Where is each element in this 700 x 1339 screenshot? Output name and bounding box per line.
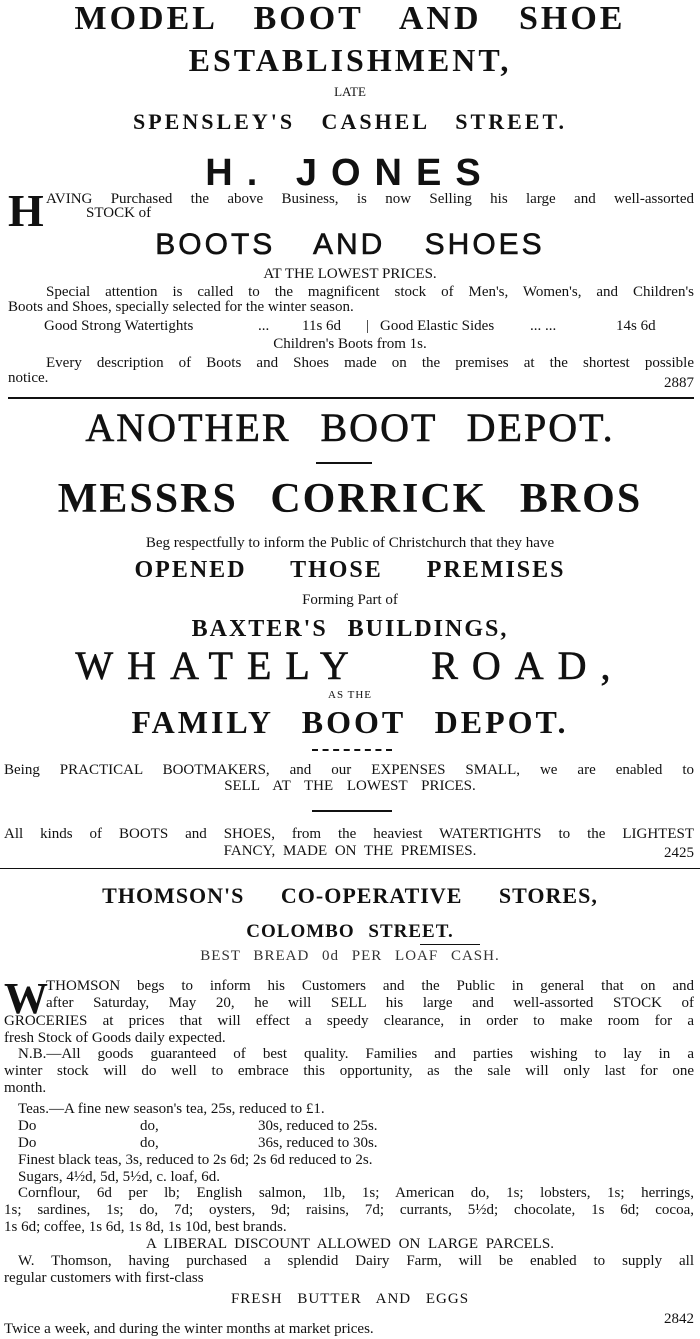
ad1-every-line1: Every description of Boots and Shoes made on the premises at the shortest possible bbox=[46, 355, 694, 371]
ad2-road: WHATELY ROAD, bbox=[75, 644, 625, 688]
ad1-childrens: Children's Boots from 1s. bbox=[273, 336, 427, 352]
short-rule-2 bbox=[312, 810, 392, 812]
ad1-late: LATE bbox=[334, 84, 366, 99]
ad3-cornflour-line1: Cornflour, 6d per lb; English salmon, 1lb, 1s; American do, 1s; lobsters, 1s; herrings, bbox=[18, 1185, 694, 1201]
ad1-heading1: MODEL BOOT AND SHOE bbox=[74, 0, 626, 37]
ad3-nb-line2: winter stock will do well to embrace this opportunity, as the sale will only last for one bbox=[4, 1063, 694, 1079]
ad3-sugars: Sugars, 4½d, 5d, 5½d, c. loaf, 6d. bbox=[18, 1169, 221, 1185]
ad3-do1-c: 30s, reduced to 25s. bbox=[258, 1118, 378, 1134]
ad1-item2: Good Elastic Sides bbox=[380, 318, 495, 334]
ad3-do2-a: Do bbox=[18, 1135, 37, 1151]
ad2-family: FAMILY BOOT DEPOT. bbox=[131, 704, 569, 740]
divider-rule bbox=[8, 397, 694, 399]
ad3-teas: Teas.—A fine new season's tea, 25s, reduced to £1. bbox=[18, 1101, 325, 1117]
ad2-firm: MESSRS CORRICK BROS bbox=[57, 476, 643, 522]
ad2-being-line2: SELL AT THE LOWEST PRICES. bbox=[224, 778, 476, 794]
ad1-intro-line1: AVING Purchased the above Business, is now Selling his large and well-assorted bbox=[46, 191, 694, 207]
ad3-do1-a: Do bbox=[18, 1118, 37, 1134]
ad3-ref: 2842 bbox=[664, 1311, 694, 1327]
ad1-goods: BOOTS AND SHOES bbox=[155, 228, 545, 261]
ad3-twice: Twice a week, and during the winter months at market prices. bbox=[4, 1321, 374, 1337]
ad3-do2-b: do, bbox=[140, 1135, 159, 1151]
ad3-best-bread: BEST BREAD 0d PER LOAF CASH. bbox=[200, 948, 500, 964]
divider-rule-2 bbox=[0, 868, 700, 869]
ad3-street: COLOMBO STREET. bbox=[246, 921, 454, 942]
ad1-item2-price: 14s 6d bbox=[616, 318, 656, 334]
short-rule bbox=[316, 462, 372, 464]
ad3-discount: A LIBERAL DISCOUNT ALLOWED ON LARGE PARCELS. bbox=[145, 1236, 555, 1252]
ad1-proprietor: H. JONES bbox=[205, 152, 495, 194]
ad3-para1-line1: THOMSON begs to inform his Customers and the Public in general that on and bbox=[46, 978, 694, 994]
ad3-do1-b: do, bbox=[140, 1118, 159, 1134]
ad1-price-divider: | bbox=[366, 318, 370, 334]
ad1-attention-line1: Special attention is called to the magnificent stock of Men's, Women's, and Children's bbox=[46, 284, 694, 300]
ad1-item1-price: 11s 6d bbox=[302, 318, 342, 334]
ad2-buildings: BAXTER'S BUILDINGS, bbox=[191, 616, 509, 642]
ad2-heading: ANOTHER BOOT DEPOT. bbox=[85, 405, 615, 450]
short-rule-3 bbox=[420, 944, 480, 945]
ad3-black-teas: Finest black teas, 3s, reduced to 2s 6d; 2s 6d reduced to 2s. bbox=[18, 1152, 373, 1168]
ad2-all-line2: FANCY, MADE ON THE PREMISES. bbox=[223, 843, 477, 859]
ad1-item2-dots: ... ... bbox=[530, 318, 557, 334]
ad1-dropcap: H bbox=[8, 185, 44, 236]
ad1-every-line2: notice. bbox=[8, 370, 49, 386]
ad3-para1-line4: fresh Stock of Goods daily expected. bbox=[4, 1030, 226, 1046]
ad1-heading2: ESTABLISHMENT, bbox=[188, 42, 512, 78]
ad2-being-line1: Being PRACTICAL BOOTMAKERS, and our EXPENSES SMALL, we are enabled to bbox=[4, 762, 694, 778]
ad3-cornflour-line3: 1s 6d; coffee, 1s 6d, 1s 8d, 1s 10d, best brands. bbox=[4, 1219, 287, 1235]
ad1-intro-line2: STOCK of bbox=[86, 205, 152, 221]
ad3-heading: THOMSON'S CO-OPERATIVE STORES, bbox=[102, 883, 598, 908]
ad2-opened: OPENED THOSE PREMISES bbox=[134, 557, 566, 583]
ad3-dropcap: W bbox=[4, 974, 48, 1023]
ad2-as-the: AS THE bbox=[328, 689, 372, 701]
dashed-rule bbox=[312, 749, 392, 751]
ad3-nb-line1: N.B.—All goods guaranteed of best quality. Families and parties wishing to lay in a bbox=[18, 1046, 694, 1062]
ad3-cornflour-line2: 1s; sardines, 1s; do, 7d; oysters, 9d; raisins, 7d; currants, 5½d; chocolate, 1s 6d; cocoa, bbox=[4, 1202, 694, 1218]
ad1-item1: Good Strong Watertights bbox=[44, 318, 194, 334]
ad2-beg: Beg respectfully to inform the Public of Christchurch that they have bbox=[145, 535, 555, 551]
ad2-all-line1: All kinds of BOOTS and SHOES, from the heaviest WATERTIGHTS to the LIGHTEST bbox=[4, 826, 694, 842]
ad3-butter: FRESH BUTTER AND EGGS bbox=[230, 1291, 470, 1307]
ad3-dairy-line1: W. Thomson, having purchased a splendid Dairy Farm, will be enabled to supply all bbox=[18, 1253, 694, 1269]
ad2-forming: Forming Part of bbox=[302, 592, 398, 608]
ad2-ref: 2425 bbox=[664, 845, 694, 861]
ad3-nb-line3: month. bbox=[4, 1080, 47, 1096]
ad1-ref: 2887 bbox=[664, 375, 694, 391]
ad1-address: SPENSLEY'S CASHEL STREET. bbox=[133, 109, 567, 134]
ad1-attention-line2: Boots and Shoes, specially selected for the winter season. bbox=[8, 299, 354, 315]
ad3-dairy-line2: regular customers with first-class bbox=[4, 1270, 204, 1286]
ad3-para1-line2: after Saturday, May 20, he will SELL his large and well-assorted STOCK of bbox=[46, 995, 694, 1011]
ad3-do2-c: 36s, reduced to 30s. bbox=[258, 1135, 378, 1151]
ad1-item1-dots: ... bbox=[258, 318, 270, 334]
ad3-para1-line3: GROCERIES at prices that will effect a speedy clearance, in order to make room for a bbox=[4, 1013, 694, 1029]
ad1-prices: AT THE LOWEST PRICES. bbox=[263, 266, 437, 282]
